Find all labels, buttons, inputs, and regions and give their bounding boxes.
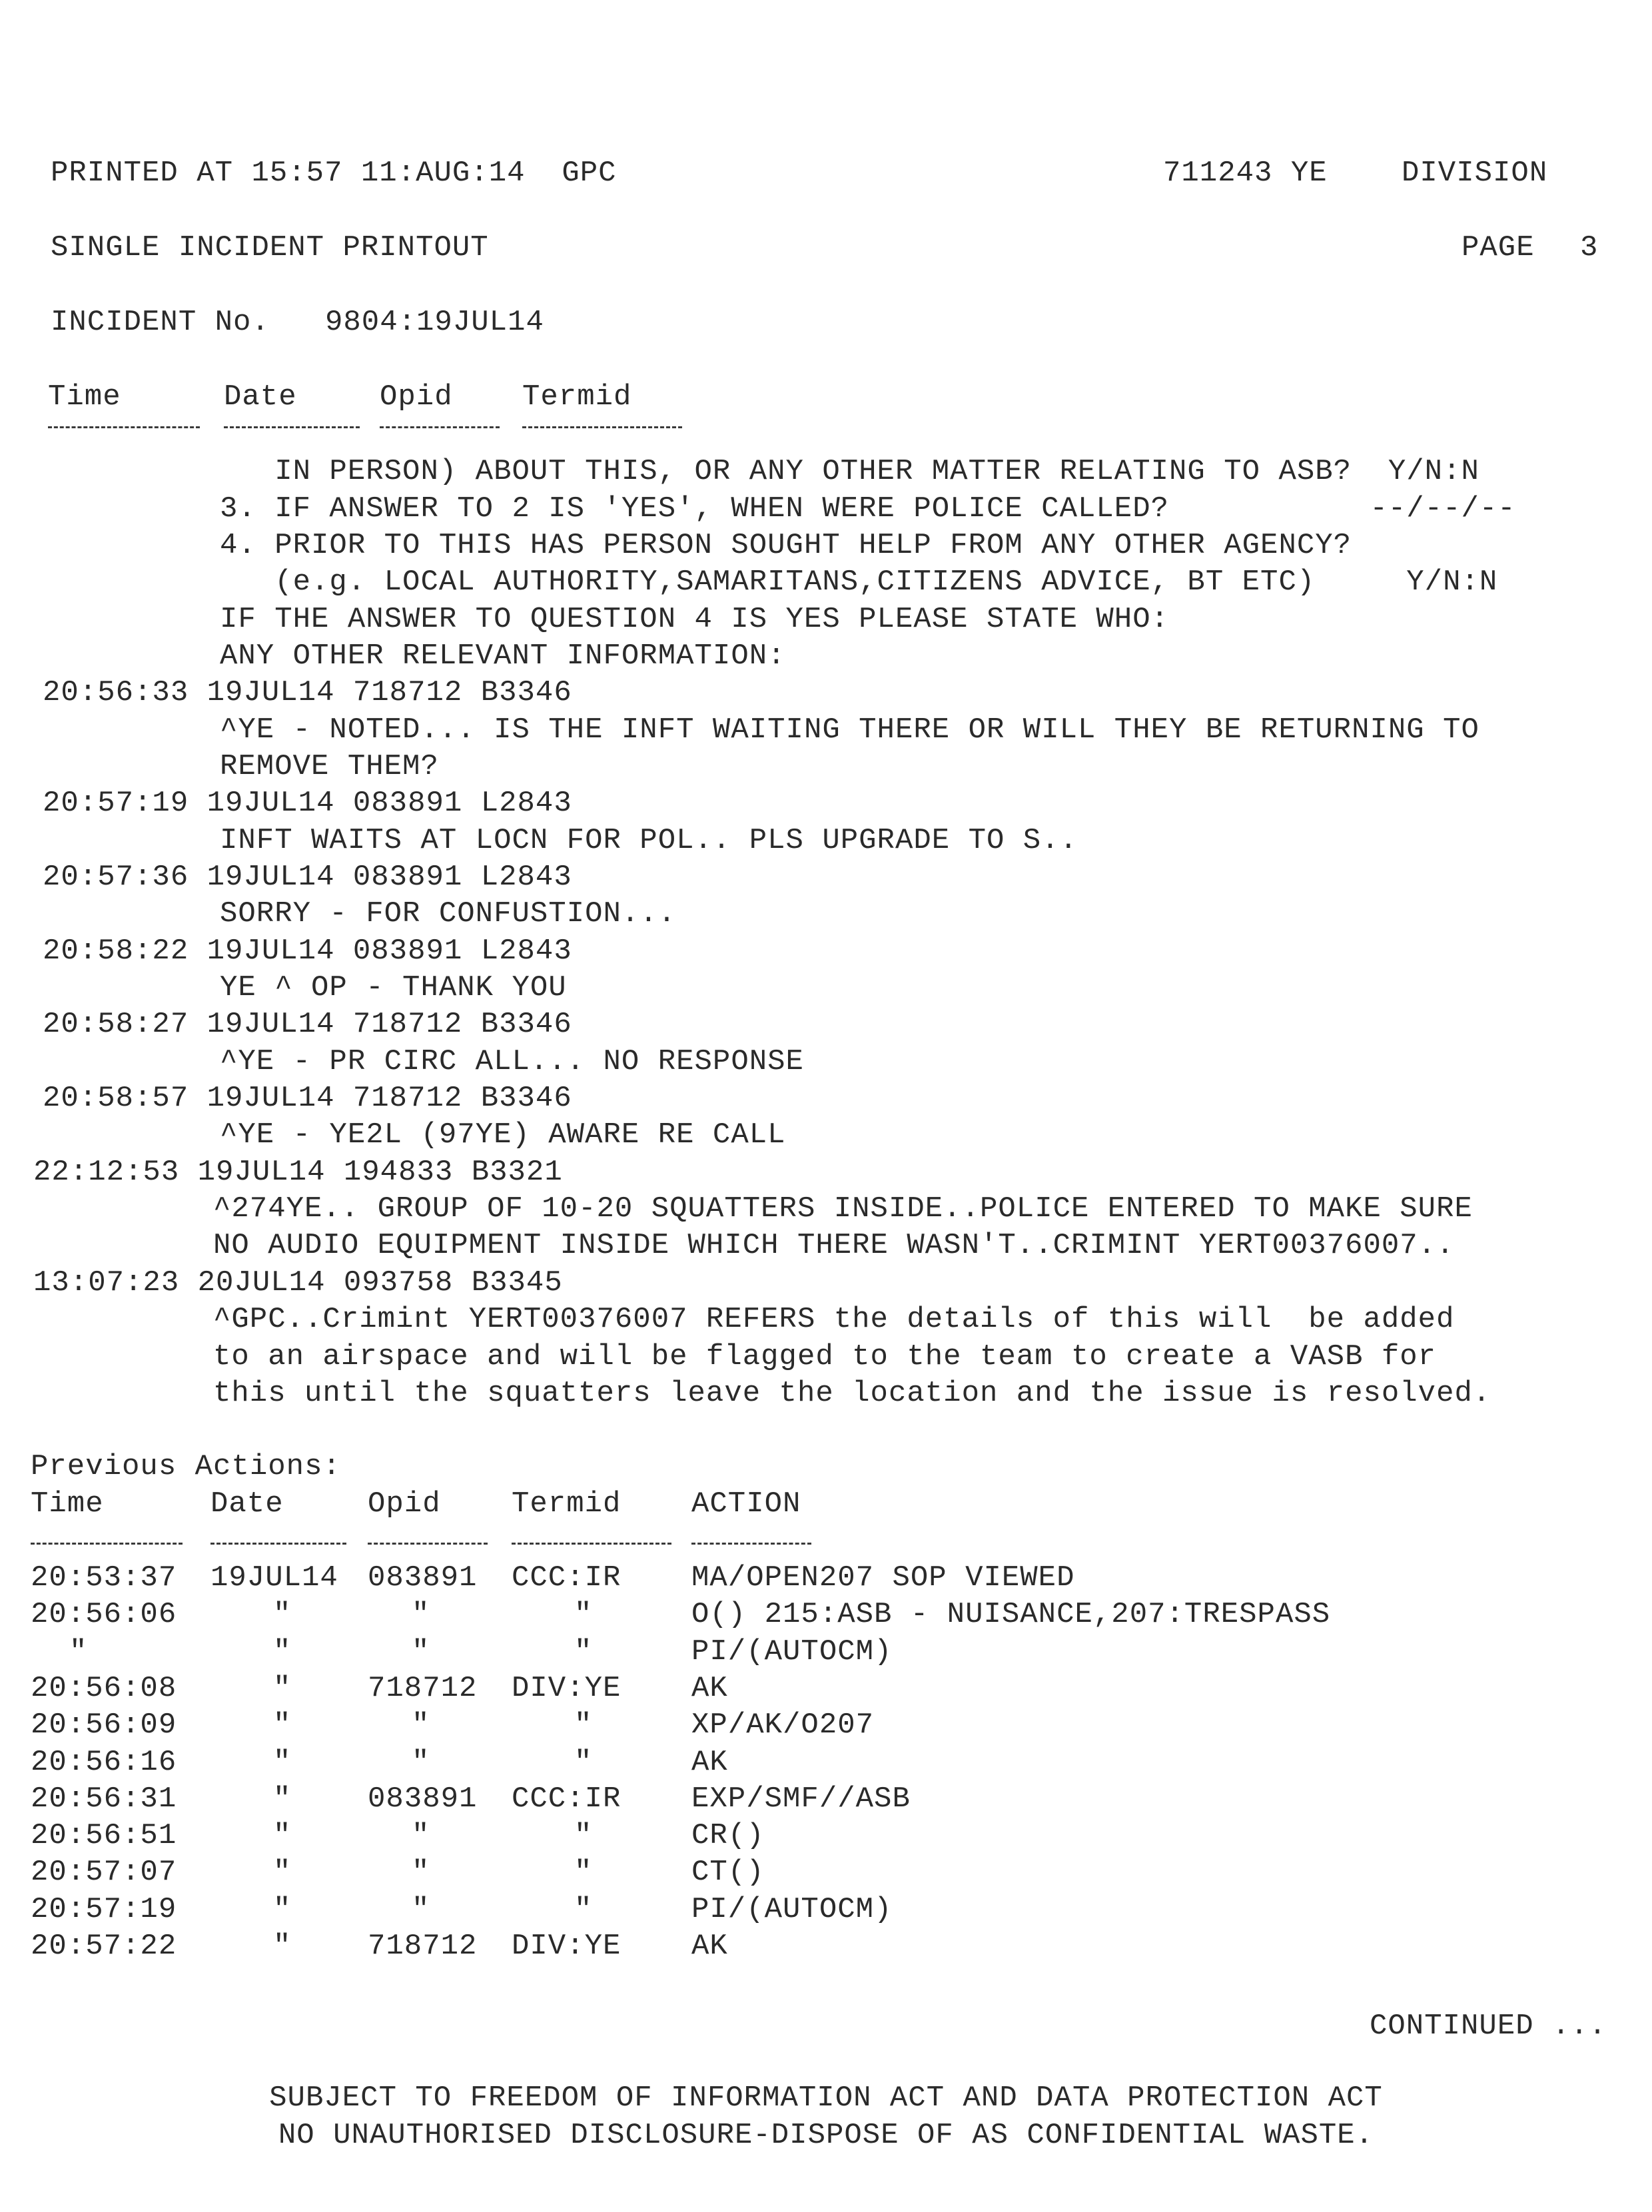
log-rule-date [224,426,360,428]
table-cell-termid: DIV:YE [512,1930,621,1963]
table-cell-opid: " [412,1635,430,1668]
table-cell-action: AK [691,1672,728,1705]
pa-col-opid: Opid [368,1487,441,1521]
pa-rule-opid [368,1543,488,1545]
table-cell-action: XP/AK/O207 [691,1708,875,1742]
printed-at: PRINTED AT 15:57 11:AUG:14 GPC [51,157,617,190]
report-title: SINGLE INCIDENT PRINTOUT [51,231,489,264]
table-cell-opid: 083891 [368,1561,478,1595]
table-cell-action: AK [691,1746,728,1779]
continued-label: CONTINUED ... [1370,2010,1607,2043]
table-cell-date: " [273,1635,292,1668]
log-entry-header: 20:58:22 19JUL14 083891 L2843 [43,934,572,968]
division-label: DIVISION [1402,157,1548,190]
log-entry-header: 13:07:23 20JUL14 093758 B3345 [33,1266,563,1299]
log-col-date: Date [224,380,297,414]
table-cell-date: " [273,1856,292,1889]
table-cell-opid: " [412,1893,430,1926]
log-col-time: Time [48,380,121,414]
incident-number: 9804:19JUL14 [325,306,544,339]
table-cell-time: " [69,1635,88,1668]
table-cell-action: O() 215:ASB - NUISANCE,207:TRESPASS [691,1598,1331,1631]
log-col-opid: Opid [380,380,453,414]
pa-rule-time [31,1543,183,1545]
pa-col-date: Date [210,1487,284,1521]
log-entry-text: to an airspace and will be flagged to the team to create a VASB for [213,1340,1437,1373]
log-entry-text: ^YE - NOTED... IS THE INFT WAITING THERE OR WILL THEY BE RETURNING TO [220,713,1479,747]
table-cell-time: 20:56:06 [31,1598,177,1631]
log-entry-text: this until the squatters leave the location and the issue is resolved. [213,1377,1491,1410]
table-cell-termid: " [574,1708,593,1742]
table-cell-opid: " [412,1819,430,1852]
log-entry-header: 20:58:27 19JUL14 718712 B3346 [43,1008,572,1041]
log-continuation-line: IN PERSON) ABOUT THIS, OR ANY OTHER MATTER RELATING TO ASB? Y/N:N [220,455,1479,488]
table-cell-termid: " [574,1856,593,1889]
table-cell-time: 20:57:07 [31,1856,177,1889]
table-cell-termid: CCC:IR [512,1782,621,1816]
log-rule-time [48,426,200,428]
table-cell-action: EXP/SMF//ASB [691,1782,911,1816]
table-cell-action: PI/(AUTOCM) [691,1635,893,1668]
table-cell-time: 20:56:16 [31,1746,177,1779]
table-cell-opid: 718712 [368,1672,478,1705]
log-entry-text: NO AUDIO EQUIPMENT INSIDE WHICH THERE WASN'T..CRIMINT YERT00376007.. [213,1229,1455,1262]
table-cell-time: 20:56:51 [31,1819,177,1852]
table-cell-opid: " [412,1598,430,1631]
log-rule-opid [380,426,500,428]
table-cell-termid: " [574,1635,593,1668]
log-entry-text: SORRY - FOR CONFUSTION... [220,897,677,930]
table-cell-opid: 718712 [368,1930,478,1963]
table-cell-date: " [273,1708,292,1742]
table-cell-opid: " [412,1856,430,1889]
log-entry-text: ^GPC..Crimint YERT00376007 REFERS the details of this will be added [213,1303,1455,1336]
log-col-termid: Termid [522,380,632,414]
table-cell-action: MA/OPEN207 SOP VIEWED [691,1561,1075,1595]
log-continuation-line: ANY OTHER RELEVANT INFORMATION: [220,639,786,673]
table-cell-date: 19JUL14 [210,1561,338,1595]
table-cell-termid: " [574,1598,593,1631]
log-entry-header: 20:56:33 19JUL14 718712 B3346 [43,676,572,709]
log-entry-text: YE ^ OP - THANK YOU [220,971,567,1004]
table-cell-termid: CCC:IR [512,1561,621,1595]
log-entry-header: 20:57:36 19JUL14 083891 L2843 [43,861,572,894]
table-cell-date: " [273,1598,292,1631]
pa-rule-action [691,1543,811,1545]
page-label: PAGE [1461,231,1535,264]
table-cell-termid: " [574,1819,593,1852]
table-cell-opid: " [412,1708,430,1742]
table-cell-opid: 083891 [368,1782,478,1816]
table-cell-time: 20:53:37 [31,1561,177,1595]
log-rule-termid [522,426,682,428]
table-cell-date: " [273,1893,292,1926]
table-cell-action: CR() [691,1819,765,1852]
pa-col-action: ACTION [691,1487,801,1521]
log-entry-text: INFT WAITS AT LOCN FOR POL.. PLS UPGRADE TO S.. [220,824,1078,857]
table-cell-termid: " [574,1893,593,1926]
footer-line-2: NO UNAUTHORISED DISCLOSURE-DISPOSE OF AS CONFIDENTIAL WASTE. [278,2119,1374,2152]
log-entry-header: 20:58:57 19JUL14 718712 B3346 [43,1082,572,1115]
footer-line-1: SUBJECT TO FREEDOM OF INFORMATION ACT AND DATA PROTECTION ACT [269,2081,1383,2115]
log-entry-text: ^274YE.. GROUP OF 10-20 SQUATTERS INSIDE..POLICE ENTERED TO MAKE SURE [213,1192,1473,1226]
table-cell-action: CT() [691,1856,765,1889]
table-cell-date: " [273,1930,292,1963]
table-cell-date: " [273,1746,292,1779]
page-number: 3 [1580,231,1599,264]
log-entry-text: ^YE - YE2L (97YE) AWARE RE CALL [220,1118,786,1152]
table-cell-date: " [273,1819,292,1852]
log-continuation-line: 4. PRIOR TO THIS HAS PERSON SOUGHT HELP FROM ANY OTHER AGENCY? [220,529,1352,562]
table-cell-termid: " [574,1746,593,1779]
table-cell-termid: DIV:YE [512,1672,621,1705]
table-cell-action: AK [691,1930,728,1963]
division-id: 711243 YE [1163,157,1328,190]
table-cell-opid: " [412,1746,430,1779]
log-entry-header: 20:57:19 19JUL14 083891 L2843 [43,787,572,820]
log-continuation-line: 3. IF ANSWER TO 2 IS 'YES', WHEN WERE POLICE CALLED? --/--/-- [220,492,1516,526]
table-cell-date: " [273,1672,292,1705]
log-entry-text: REMOVE THEM? [220,750,439,783]
table-cell-time: 20:56:31 [31,1782,177,1816]
incident-label: INCIDENT No. [51,306,270,339]
table-cell-time: 20:56:08 [31,1672,177,1705]
pa-rule-termid [512,1543,671,1545]
previous-actions-title: Previous Actions: [31,1450,341,1483]
pa-col-time: Time [31,1487,104,1521]
pa-col-termid: Termid [512,1487,621,1521]
table-cell-date: " [273,1782,292,1816]
pa-rule-date [210,1543,346,1545]
table-cell-time: 20:57:19 [31,1893,177,1926]
log-continuation-line: (e.g. LOCAL AUTHORITY,SAMARITANS,CITIZENS ADVICE, BT ETC) Y/N:N [220,565,1498,599]
table-cell-action: PI/(AUTOCM) [691,1893,893,1926]
log-entry-header: 22:12:53 19JUL14 194833 B3321 [33,1156,563,1189]
log-entry-text: ^YE - PR CIRC ALL... NO RESPONSE [220,1045,804,1078]
table-cell-time: 20:57:22 [31,1930,177,1963]
table-cell-time: 20:56:09 [31,1708,177,1742]
log-continuation-line: IF THE ANSWER TO QUESTION 4 IS YES PLEASE STATE WHO: [220,603,1170,636]
